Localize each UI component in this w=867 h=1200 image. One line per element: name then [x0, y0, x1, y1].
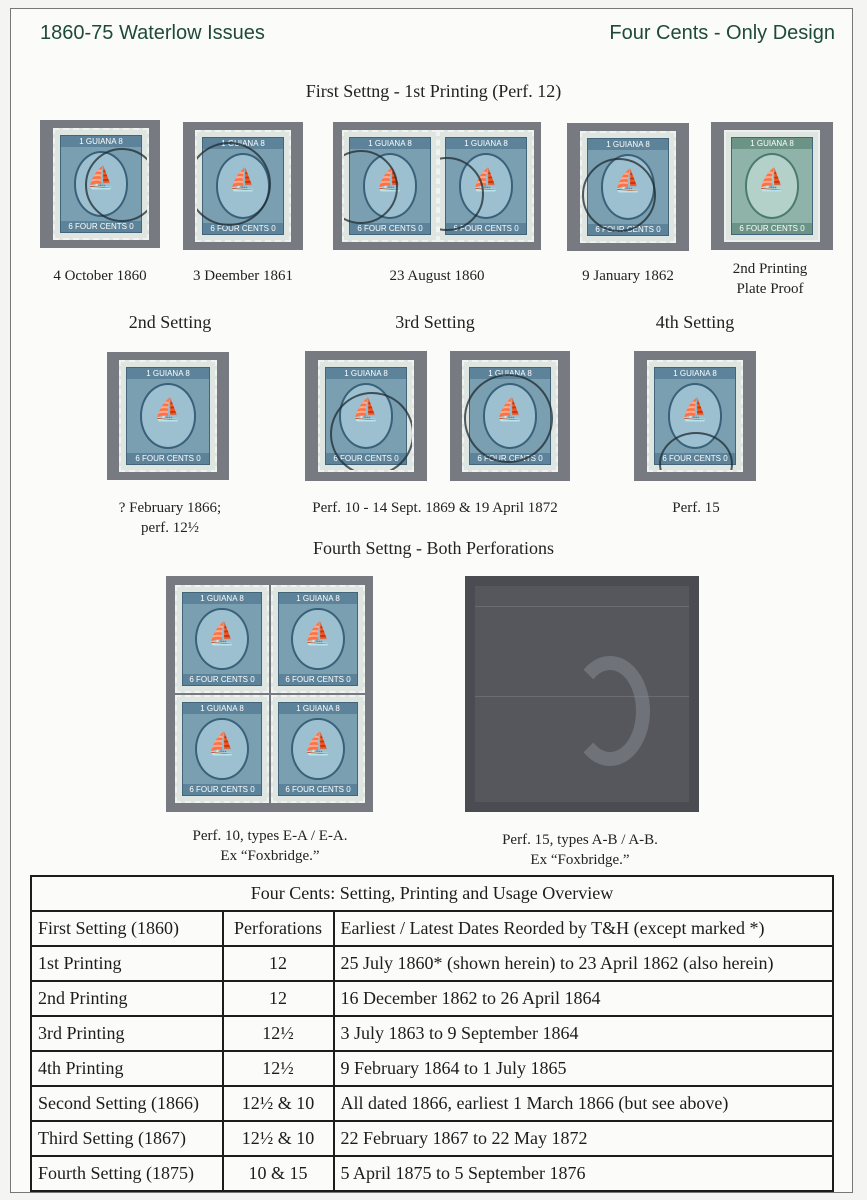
caption: Perf. 15, types A-B / A-B. — [502, 832, 658, 848]
table-row — [31, 981, 833, 1016]
table-cell: All dated 1866, earliest 1 March 1866 (but see above) — [334, 1086, 834, 1121]
stamp-image: 1 GUIANA 8 ⛵ 6 FOUR CENTS 0 — [175, 585, 269, 693]
caption: 4 October 1860 — [53, 268, 147, 284]
table-row — [31, 1121, 833, 1156]
table-cell: 12½ & 10 — [223, 1121, 334, 1156]
caption: Plate Proof — [736, 281, 804, 297]
caption: Ex “Foxbridge.” — [530, 852, 630, 868]
dark-placeholder-image — [475, 586, 689, 802]
page-title: 1860-75 Waterlow Issues — [40, 22, 265, 44]
caption: ? February 1866; — [118, 500, 222, 516]
table-cell: 3 July 1863 to 9 September 1864 — [334, 1016, 834, 1051]
stamp-image: 1 GUIANA 8 ⛵ 6 FOUR CENTS 0 — [438, 130, 534, 242]
table-cell: 25 July 1860* (shown herein) to 23 April 1862 (also herein) — [334, 946, 834, 981]
table-cell: 1st Printing — [31, 946, 223, 981]
caption: 9 January 1862 — [582, 268, 674, 284]
table-cell: 3rd Printing — [31, 1016, 223, 1051]
table-cell: 2nd Printing — [31, 981, 223, 1016]
third-setting-title: 3rd Setting — [395, 312, 475, 332]
stamp-image: 1 GUIANA 8 ⛵ 6 FOUR CENTS 0 — [53, 128, 149, 240]
stamp-image: 1 GUIANA 8 ⛵ 6 FOUR CENTS 0 — [647, 360, 743, 472]
table-cell: 5 April 1875 to 5 September 1876 — [334, 1156, 834, 1191]
table-cell: 12½ & 10 — [223, 1086, 334, 1121]
table-title: Four Cents: Setting, Printing and Usage Overview — [31, 876, 833, 911]
stamp-image: 1 GUIANA 8 ⛵ 6 FOUR CENTS 0 — [271, 695, 365, 803]
table-cell: 4th Printing — [31, 1051, 223, 1086]
table-row — [31, 911, 833, 946]
table-cell: 9 February 1864 to 1 July 1865 — [334, 1051, 834, 1086]
stamp-image: 1 GUIANA 8 ⛵ 6 FOUR CENTS 0 — [580, 131, 676, 243]
table-cell: Earliest / Latest Dates Reorded by T&H (except marked *) — [334, 911, 834, 946]
table-cell: 16 December 1862 to 26 April 1864 — [334, 981, 834, 1016]
caption: perf. 12½ — [141, 520, 199, 536]
stamp-image: 1 GUIANA 8 ⛵ 6 FOUR CENTS 0 — [724, 130, 820, 242]
table-cell: 10 & 15 — [223, 1156, 334, 1191]
stamp-image: 1 GUIANA 8 ⛵ 6 FOUR CENTS 0 — [271, 585, 365, 693]
table-cell: 12 — [223, 981, 334, 1016]
table-cell: 12½ — [223, 1051, 334, 1086]
table-cell: First Setting (1860) — [31, 911, 223, 946]
caption: Perf. 10 - 14 Sept. 1869 & 19 April 1872 — [312, 500, 558, 516]
caption: Perf. 15 — [672, 500, 720, 516]
table-cell: Fourth Setting (1875) — [31, 1156, 223, 1191]
stamp-image: 1 GUIANA 8 ⛵ 6 FOUR CENTS 0 — [119, 360, 217, 472]
caption: Perf. 10, types E-A / E-A. — [192, 828, 348, 844]
table-row — [31, 1016, 833, 1051]
caption: Ex “Foxbridge.” — [220, 848, 320, 864]
stamp-image: 1 GUIANA 8 ⛵ 6 FOUR CENTS 0 — [342, 130, 438, 242]
caption: 2nd Printing — [732, 261, 808, 277]
table-cell: Perforations — [223, 911, 334, 946]
table-row — [31, 1156, 833, 1191]
table-cell: 22 February 1867 to 22 May 1872 — [334, 1121, 834, 1156]
table-cell: Second Setting (1866) — [31, 1086, 223, 1121]
stamp-image: 1 GUIANA 8 ⛵ 6 FOUR CENTS 0 — [195, 130, 291, 242]
caption: 23 August 1860 — [389, 268, 485, 284]
table-cell: Third Setting (1867) — [31, 1121, 223, 1156]
overview-table — [30, 875, 834, 1192]
table-cell: 12½ — [223, 1016, 334, 1051]
table-row — [31, 946, 833, 981]
first-setting-title: First Settng - 1st Printing (Perf. 12) — [305, 81, 562, 101]
fourth-setting-both-title: Fourth Settng - Both Perforations — [313, 538, 554, 558]
caption: 3 Deember 1861 — [193, 268, 293, 284]
second-setting-title: 2nd Setting — [128, 312, 212, 332]
table-row — [31, 1086, 833, 1121]
table-cell: 12 — [223, 946, 334, 981]
stamp-image: 1 GUIANA 8 ⛵ 6 FOUR CENTS 0 — [175, 695, 269, 803]
fourth-setting-title: 4th Setting — [655, 312, 735, 332]
stamp-image: 1 GUIANA 8 ⛵ 6 FOUR CENTS 0 — [462, 360, 558, 472]
page-subtitle: Four Cents - Only Design — [609, 22, 835, 44]
stamp-image: 1 GUIANA 8 ⛵ 6 FOUR CENTS 0 — [318, 360, 414, 472]
table-row — [31, 1051, 833, 1086]
